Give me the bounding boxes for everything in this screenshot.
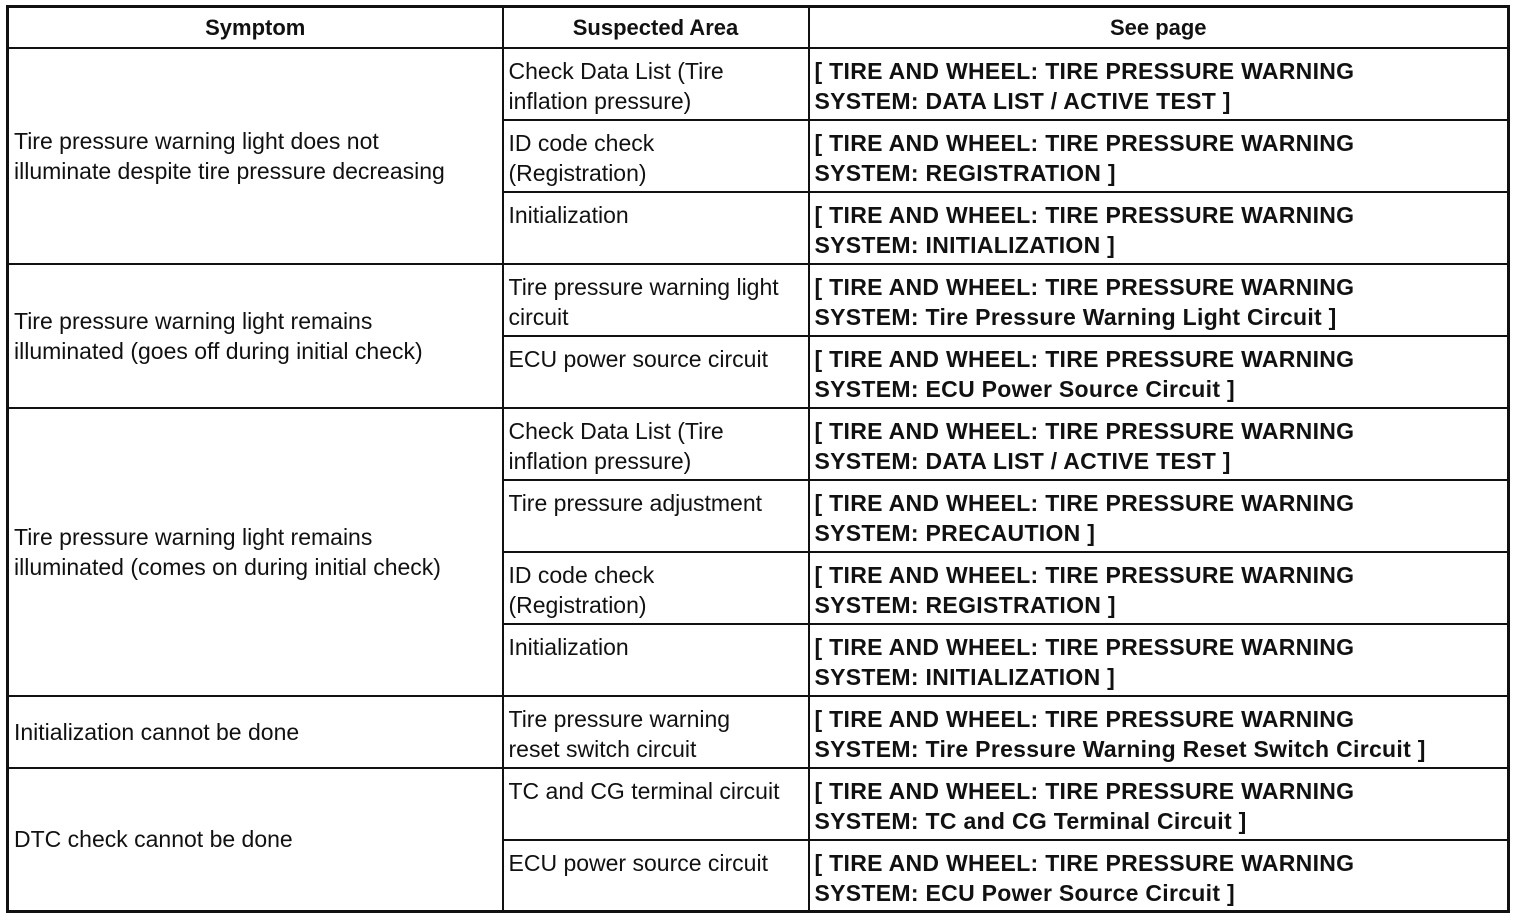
suspected-area-cell: [503, 120, 809, 192]
symptom-text: illuminated (comes on during initial check): [14, 553, 441, 580]
header-symptom: Symptom: [8, 7, 503, 48]
see-page-cell: [809, 768, 1509, 840]
see-page-reference: [ TIRE AND WHEEL: TIRE PRESSURE WARNING: [814, 201, 1355, 228]
see-page-cell: [809, 624, 1509, 696]
see-page-reference: SYSTEM: TC and CG Terminal Circuit ]: [814, 807, 1247, 834]
suspected-area-cell: [503, 480, 809, 552]
header-suspected-area: Suspected Area: [503, 7, 809, 48]
table-row: [8, 48, 1509, 120]
suspected-area-text: (Registration): [508, 159, 647, 186]
see-page-cell: [809, 480, 1509, 552]
symptom-text: illuminate despite tire pressure decreasing: [14, 157, 445, 184]
see-page-reference: [ TIRE AND WHEEL: TIRE PRESSURE WARNING: [814, 561, 1355, 588]
suspected-area-text: circuit: [508, 303, 569, 330]
see-page-reference: [ TIRE AND WHEEL: TIRE PRESSURE WARNING: [814, 849, 1355, 876]
suspected-area-cell: [503, 696, 809, 768]
suspected-area-cell: [503, 840, 809, 912]
see-page-reference: [ TIRE AND WHEEL: TIRE PRESSURE WARNING: [814, 57, 1355, 84]
see-page-cell: [809, 552, 1509, 624]
symptom-text: Initialization cannot be done: [14, 718, 300, 745]
suspected-area-cell: [503, 336, 809, 408]
suspected-area-cell: [503, 264, 809, 336]
suspected-area-text: (Registration): [508, 591, 647, 618]
suspected-area-text: ID code check: [508, 129, 655, 156]
see-page-reference: [ TIRE AND WHEEL: TIRE PRESSURE WARNING: [814, 345, 1355, 372]
see-page-reference: SYSTEM: INITIALIZATION ]: [814, 663, 1116, 690]
see-page-reference: [ TIRE AND WHEEL: TIRE PRESSURE WARNING: [814, 705, 1355, 732]
symptom-text: Tire pressure warning light remains: [14, 307, 373, 334]
see-page-reference: SYSTEM: ECU Power Source Circuit ]: [814, 375, 1235, 402]
see-page-cell: [809, 192, 1509, 264]
suspected-area-text: Tire pressure warning light: [508, 273, 779, 300]
symptom-text: Tire pressure warning light does not: [14, 127, 379, 154]
see-page-reference: SYSTEM: REGISTRATION ]: [814, 591, 1116, 618]
see-page-cell: [809, 840, 1509, 912]
see-page-cell: [809, 336, 1509, 408]
see-page-reference: [ TIRE AND WHEEL: TIRE PRESSURE WARNING: [814, 273, 1355, 300]
suspected-area-text: reset switch circuit: [508, 735, 697, 762]
header-see-page: See page: [809, 7, 1509, 48]
see-page-cell: [809, 264, 1509, 336]
symptom-text: illuminated (goes off during initial check): [14, 337, 423, 364]
suspected-area-text: Tire pressure adjustment: [508, 489, 763, 516]
suspected-area-text: ID code check: [508, 561, 655, 588]
see-page-reference: [ TIRE AND WHEEL: TIRE PRESSURE WARNING: [814, 489, 1355, 516]
suspected-area-cell: [503, 768, 809, 840]
symptom-cell: [8, 696, 503, 768]
see-page-reference: SYSTEM: Tire Pressure Warning Light Circuit ]: [814, 303, 1337, 330]
see-page-cell: [809, 48, 1509, 120]
symptom-table: [6, 5, 1510, 913]
suspected-area-text: Tire pressure warning: [508, 705, 731, 732]
suspected-area-cell: [503, 552, 809, 624]
suspected-area-text: TC and CG terminal circuit: [508, 777, 780, 804]
suspected-area-cell: [503, 624, 809, 696]
see-page-reference: SYSTEM: INITIALIZATION ]: [814, 231, 1116, 258]
see-page-reference: [ TIRE AND WHEEL: TIRE PRESSURE WARNING: [814, 129, 1355, 156]
suspected-area-cell: [503, 48, 809, 120]
symptom-text: DTC check cannot be done: [14, 826, 293, 853]
see-page-reference: [ TIRE AND WHEEL: TIRE PRESSURE WARNING: [814, 417, 1355, 444]
header-row: [8, 7, 1509, 48]
see-page-reference: [ TIRE AND WHEEL: TIRE PRESSURE WARNING: [814, 633, 1355, 660]
see-page-cell: [809, 120, 1509, 192]
see-page-reference: SYSTEM: PRECAUTION ]: [814, 519, 1096, 546]
table-row: [8, 696, 1509, 768]
see-page-reference: SYSTEM: Tire Pressure Warning Reset Switch Circuit ]: [814, 735, 1426, 762]
suspected-area-cell: [503, 408, 809, 480]
suspected-area-text: Check Data List (Tire: [508, 417, 724, 444]
table-row: [8, 768, 1509, 840]
symptom-cell: [8, 768, 503, 912]
see-page-reference: [ TIRE AND WHEEL: TIRE PRESSURE WARNING: [814, 777, 1355, 804]
suspected-area-text: inflation pressure): [508, 87, 692, 114]
suspected-area-text: Initialization: [508, 201, 629, 228]
suspected-area-text: ECU power source circuit: [508, 345, 768, 372]
see-page-cell: [809, 696, 1509, 768]
table-row: [8, 264, 1509, 336]
table-body: [8, 48, 1509, 912]
symptom-cell: [8, 48, 503, 264]
see-page-reference: SYSTEM: ECU Power Source Circuit ]: [814, 879, 1235, 906]
see-page-reference: SYSTEM: DATA LIST / ACTIVE TEST ]: [814, 447, 1231, 474]
table-row: [8, 408, 1509, 480]
symptom-cell: [8, 264, 503, 408]
symptom-cell: [8, 408, 503, 696]
suspected-area-text: Initialization: [508, 633, 629, 660]
suspected-area-text: inflation pressure): [508, 447, 692, 474]
suspected-area-text: Check Data List (Tire: [508, 57, 724, 84]
see-page-cell: [809, 408, 1509, 480]
see-page-reference: SYSTEM: REGISTRATION ]: [814, 159, 1116, 186]
symptom-text: Tire pressure warning light remains: [14, 523, 373, 550]
suspected-area-text: ECU power source circuit: [508, 849, 768, 876]
see-page-reference: SYSTEM: DATA LIST / ACTIVE TEST ]: [814, 87, 1231, 114]
suspected-area-cell: [503, 192, 809, 264]
